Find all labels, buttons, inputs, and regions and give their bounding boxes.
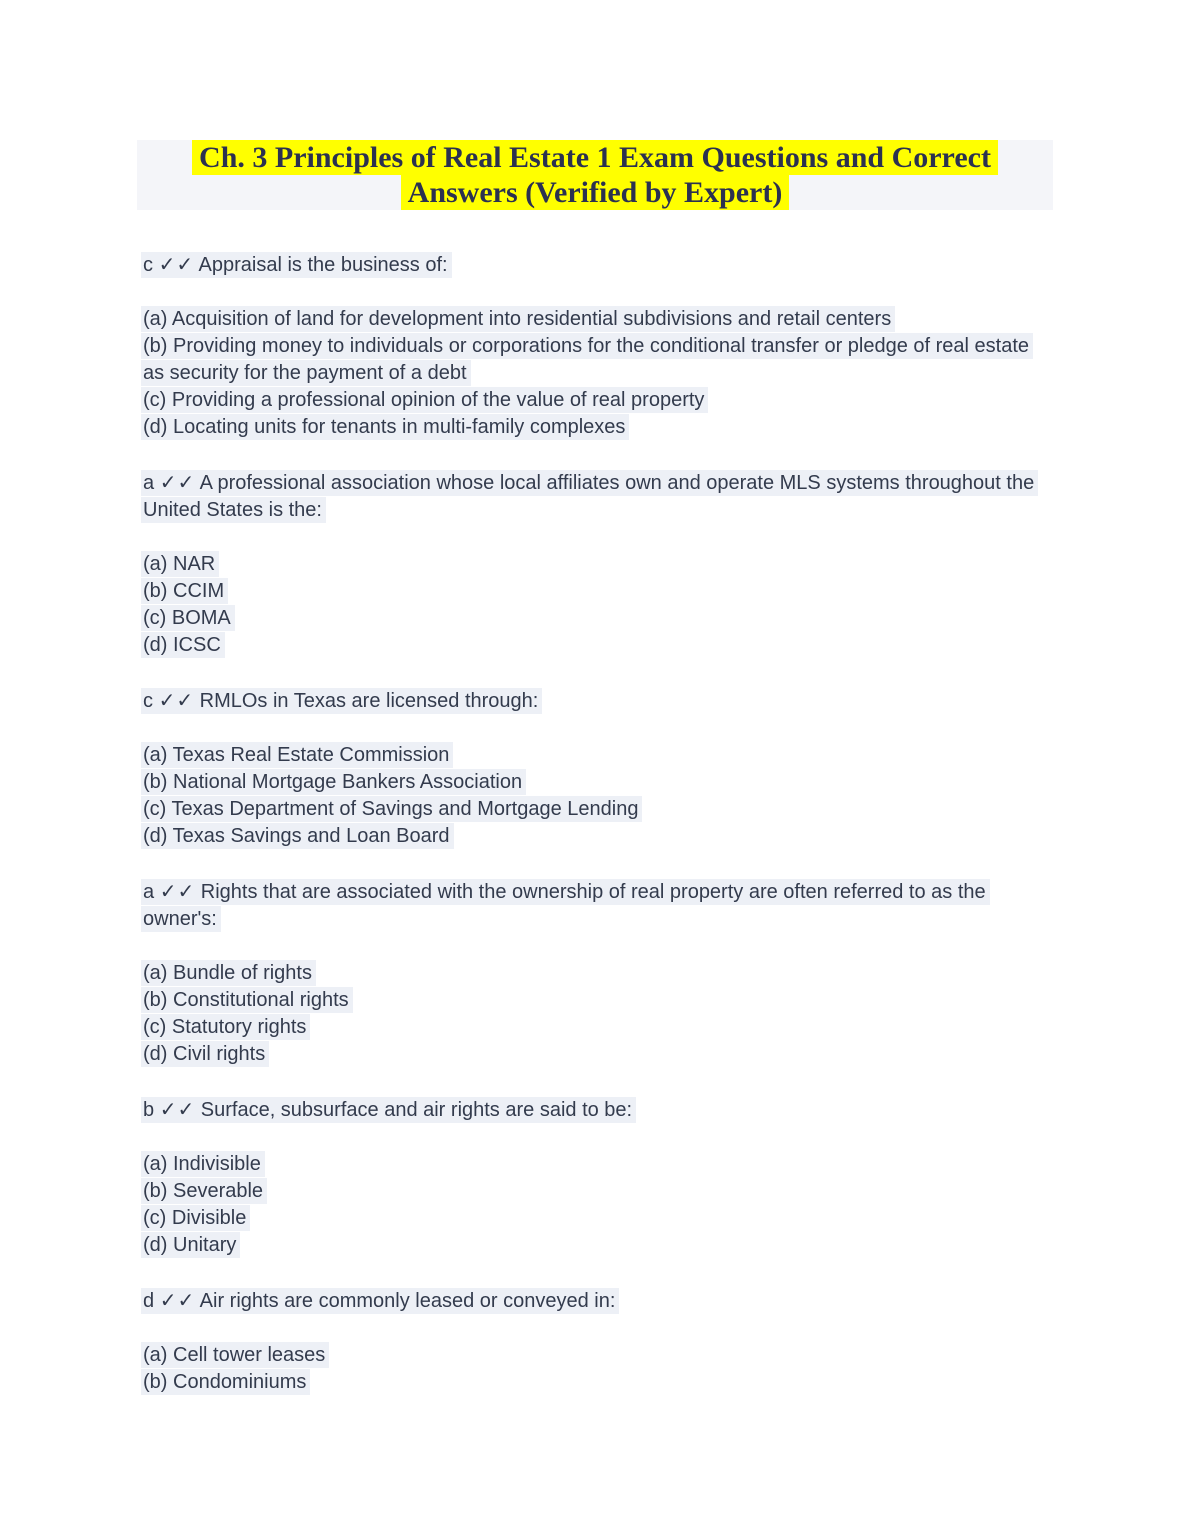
answer-letter: a bbox=[143, 472, 155, 494]
option-line: (d) Locating units for tenants in multi-family complexes bbox=[141, 414, 1049, 441]
question-text: Air rights are commonly leased or conveyed in: bbox=[199, 1290, 616, 1312]
options-list bbox=[141, 306, 1049, 441]
checkmark-icon: ✓✓ bbox=[159, 1099, 196, 1121]
title-line-2 bbox=[137, 175, 1053, 210]
option-line: (c) Statutory rights bbox=[141, 1014, 1049, 1041]
checkmark-icon: ✓✓ bbox=[158, 690, 195, 712]
option-line: (b) CCIM bbox=[141, 578, 1049, 605]
option-line: (d) Civil rights bbox=[141, 1041, 1049, 1068]
option-line: (b) Condominiums bbox=[141, 1369, 1049, 1396]
question-line bbox=[141, 470, 1049, 524]
question-text: Rights that are associated with the ownership of real property are often referred to as the owner's: bbox=[143, 881, 986, 930]
question-block-3 bbox=[141, 688, 1049, 850]
option-line: (b) Constitutional rights bbox=[141, 987, 1049, 1014]
document-body bbox=[141, 252, 1049, 1396]
question-block-1 bbox=[141, 252, 1049, 441]
question-block-5 bbox=[141, 1097, 1049, 1259]
answer-letter: c bbox=[143, 254, 153, 276]
option-line: (b) National Mortgage Bankers Association bbox=[141, 769, 1049, 796]
question-text: Surface, subsurface and air rights are said to be: bbox=[200, 1099, 633, 1121]
option-line: (d) ICSC bbox=[141, 632, 1049, 659]
answer-letter: b bbox=[143, 1099, 155, 1121]
option-line: (a) Acquisition of land for development into residential subdivisions and retail centers bbox=[141, 306, 1049, 333]
options-list bbox=[141, 1342, 1049, 1396]
option-line: (a) NAR bbox=[141, 551, 1049, 578]
checkmark-icon: ✓✓ bbox=[159, 1290, 196, 1312]
option-line: (c) BOMA bbox=[141, 605, 1049, 632]
option-line: (a) Texas Real Estate Commission bbox=[141, 742, 1049, 769]
question-line bbox=[141, 252, 1049, 279]
option-line: (d) Texas Savings and Loan Board bbox=[141, 823, 1049, 850]
question-block-6 bbox=[141, 1288, 1049, 1396]
question-line bbox=[141, 1288, 1049, 1315]
options-list bbox=[141, 1151, 1049, 1259]
question-line bbox=[141, 688, 1049, 715]
question-text: A professional association whose local affiliates own and operate MLS systems throughout the United States is the: bbox=[143, 472, 1035, 521]
checkmark-icon: ✓✓ bbox=[158, 254, 195, 276]
answer-letter: d bbox=[143, 1290, 155, 1312]
option-line: (b) Severable bbox=[141, 1178, 1049, 1205]
title-line-1 bbox=[137, 140, 1053, 175]
option-line: (b) Providing money to individuals or corporations for the conditional transfer or pledge of real estate as security for the payment of a debt bbox=[141, 333, 1049, 387]
title-banner bbox=[137, 140, 1053, 210]
question-block-4 bbox=[141, 879, 1049, 1068]
option-line: (c) Providing a professional opinion of the value of real property bbox=[141, 387, 1049, 414]
option-line: (a) Indivisible bbox=[141, 1151, 1049, 1178]
option-line: (a) Cell tower leases bbox=[141, 1342, 1049, 1369]
question-line bbox=[141, 879, 1049, 933]
title-highlight: Answers (Verified by Expert) bbox=[401, 175, 790, 210]
question-text: RMLOs in Texas are licensed through: bbox=[199, 690, 539, 712]
option-line: (a) Bundle of rights bbox=[141, 960, 1049, 987]
checkmark-icon: ✓✓ bbox=[159, 472, 196, 494]
title-highlight: Ch. 3 Principles of Real Estate 1 Exam Questions and Correct bbox=[192, 140, 998, 175]
question-block-2 bbox=[141, 470, 1049, 659]
options-list bbox=[141, 551, 1049, 659]
option-line: (c) Divisible bbox=[141, 1205, 1049, 1232]
option-line: (d) Unitary bbox=[141, 1232, 1049, 1259]
question-line bbox=[141, 1097, 1049, 1124]
answer-letter: a bbox=[143, 881, 155, 903]
options-list bbox=[141, 742, 1049, 850]
option-line: (c) Texas Department of Savings and Mortgage Lending bbox=[141, 796, 1049, 823]
options-list bbox=[141, 960, 1049, 1068]
checkmark-icon: ✓✓ bbox=[159, 881, 196, 903]
question-text: Appraisal is the business of: bbox=[198, 254, 448, 276]
answer-letter: c bbox=[143, 690, 153, 712]
